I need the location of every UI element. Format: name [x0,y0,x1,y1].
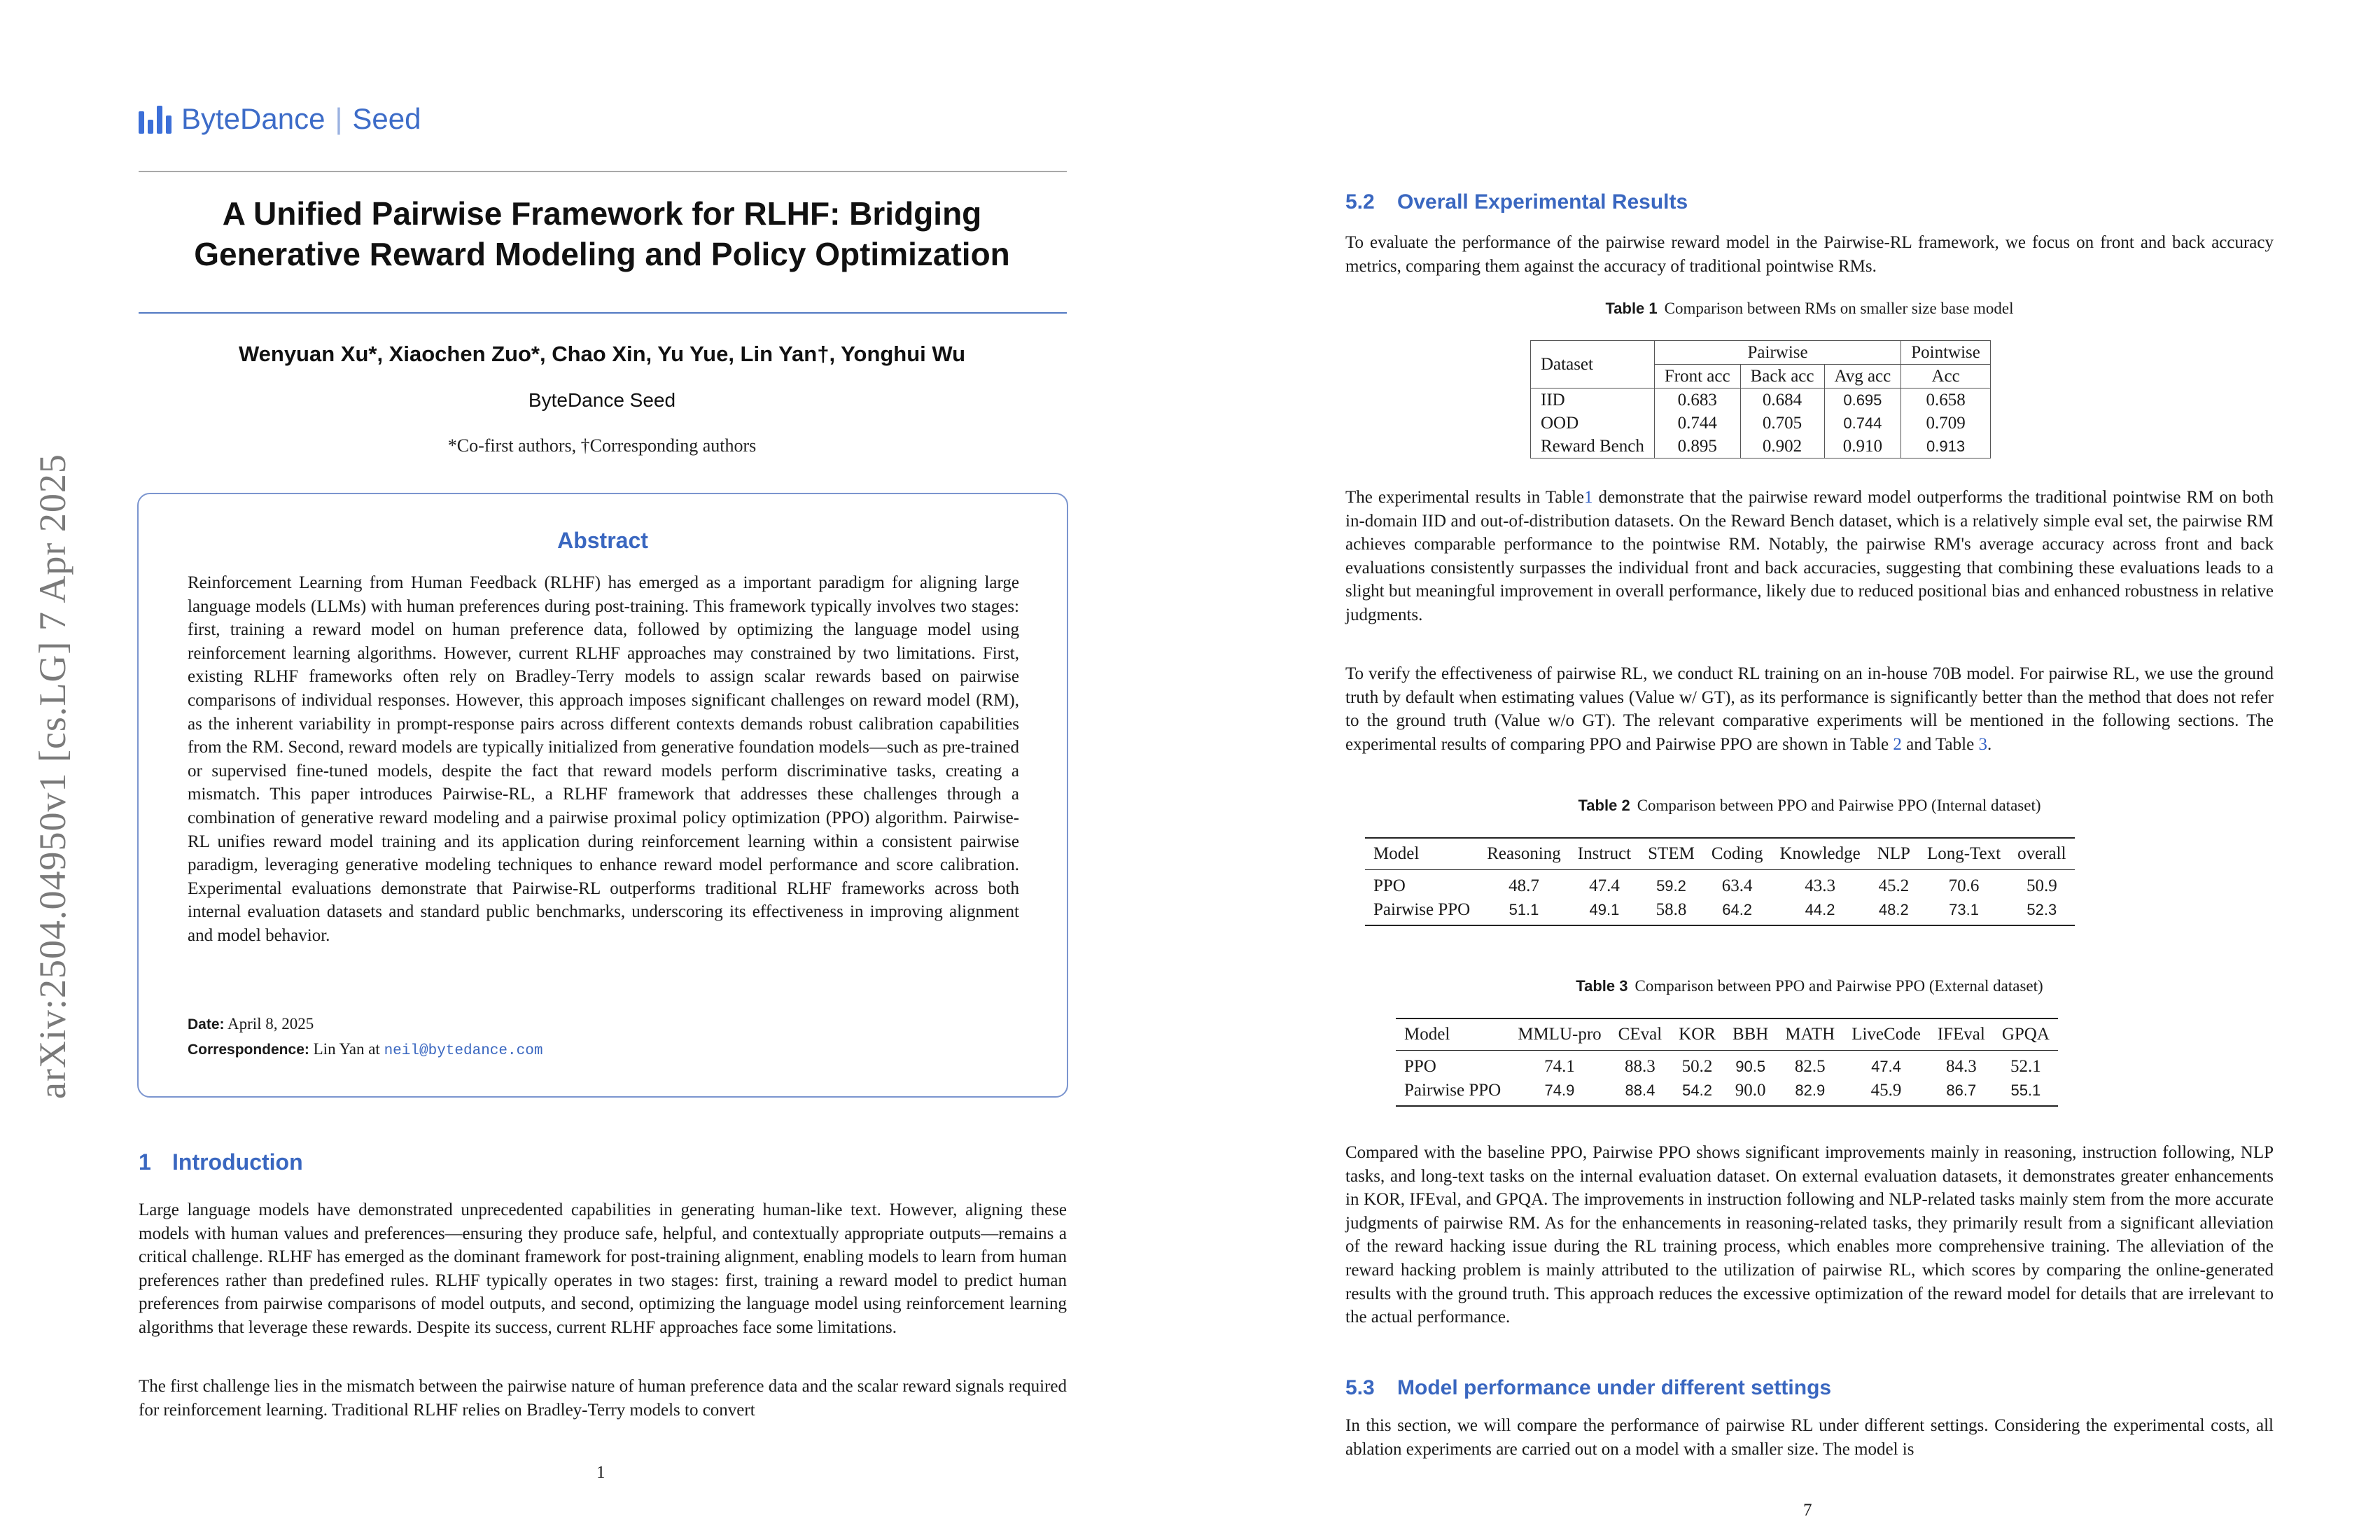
table2-col-header: NLP [1869,838,1919,870]
table-cell: 58.8 [1639,898,1703,925]
table2-row-name: Pairwise PPO [1365,898,1478,925]
table3-col-header: BBH [1724,1018,1777,1051]
table-cell: 0.705 [1740,412,1824,435]
table3-row-name: PPO [1404,1057,1436,1076]
table-cell: 73.1 [1919,898,2009,925]
table1-row-name: Reward Bench [1531,435,1655,458]
correspondence-line [188,1040,542,1059]
author-note: *Co-first authors, †Corresponding authors [447,435,757,456]
table-cell: 74.9 [1509,1079,1609,1106]
bytedance-logo-icon [139,104,172,134]
sec52-paragraph-1: To evaluate the performance of the pairwise reward model in the Pairwise-RL framework, we focus on front and back accuracy metrics, comparing them against the accuracy of traditional pointwise RMs. [1345,233,2274,276]
table-row [1365,870,2075,899]
table2-col-header: STEM [1639,838,1703,870]
table-row [1396,1079,2058,1106]
table1-group-pairwise: Pairwise [1654,341,1900,365]
table1-col-header: Avg acc [1824,365,1901,388]
sec52-paragraph-4: Compared with the baseline PPO, Pairwise PPO shows significant improvements mainly in reasoning, instruction following, NLP tasks, and long-text tasks on the internal evaluation dataset. On external evaluation datasets, it demonstrates greater enhancements in KOR, IFEval, and GPQA. The improvements in instruction following and NLP-related tasks mainly stem from the more accurate judgments of pairwise RM. As for the enhancements in reasoning-related tasks, they primarily result from a significant alleviation of the reward hacking issue during the RL training process, which enables more comprehensive training. The alleviation of the reward hacking problem is mainly attributed to the utilization of pairwise RL, which scores by comparing the online-generated results with the ground truth. This approach reduces the excessive optimization of the reward model for details that are irrelevant to the actual performance. [1345,1143,2274,1327]
table-cell: 74.1 [1544,1057,1575,1076]
paper-title [112,193,1092,274]
bytedance-seed-logo [139,98,421,140]
table-row [1396,1051,2058,1079]
table1-col-header: Acc [1901,365,1991,388]
correspondence-label: Correspondence: [188,1042,309,1058]
section-title: Introduction [172,1149,303,1175]
section-5-2-heading [1345,190,1688,214]
text-run: demonstrate that the pairwise reward model outperforms the traditional pointwise RM on both in-domain IID and out-of-distribution datasets. On the Reward Bench dataset, which is a relatively simple eval set, the pairwise RM achieves comparable performance to the pointwise RM. Notably, the pairwise RM's average accuracy across front and back evaluations consistently surpasses the individual front and back accuracies, suggesting that combining these evaluations leads to a slight but meaningful improvement in overall performance, likely due to reduced positional bias and enhanced robustness in relative judgments. [1345,488,2274,624]
logo-product: Seed [352,102,421,135]
table-row [1531,435,1991,458]
correspondence-text: Lin Yan at [313,1040,380,1058]
intro-paragraph-1: Large language models have demonstrated unprecedented capabilities in generating human-like text. However, aligning these models with human values and preferences—ensuring they produce safe, helpful, and contextually appropriate outputs—remains a critical challenge. RLHF has emerged as the dominant framework for post-training alignment, enabling models to learn from human preferences rather than predefined rules. RLHF typically operates in two stages: first, training a reward model to predict human preferences from pairwise comparisons of model outputs, and second, optimizing the language model using reinforcement learning algorithms that leverage these rewards. Despite its success, current RLHF approaches face some limitations. [139,1200,1067,1337]
correspondence-email-link[interactable]: neil@bytedance.com [384,1043,543,1059]
page-number-right: 7 [1803,1501,1812,1520]
table-cell: 0.744 [1824,412,1901,435]
author-list: Wenyuan Xu*, Xiaochen Zuo*, Chao Xin, Yu Yue, Lin Yan†, Yonghui Wu [238,342,966,366]
abstract-text: Reinforcement Learning from Human Feedback (RLHF) has emerged as a important paradigm for aligning large language models (LLMs) with human preferences during post-training. This framework typically involves two stages: first, training a reward model on human preference data, followed by optimizing the language model using reinforcement learning algorithms. However, current RLHF approaches may constrained by two limitations. First, existing RLHF frameworks often rely on Bradley-Terry models to assign scalar rewards based on pairwise comparisons of individual responses. However, this approach imposes significant challenges on reward model (RM), as the inherent variability in prompt-response pairs across different contexts demands robust calibration capabilities from the RM. Second, reward models are typically initialized from generative foundation models—such as pre-trained or supervised fine-tuned models, despite the fact that reward models perform discriminative tasks, creating a mismatch. This paper introduces Pairwise-RL, a RLHF framework that addresses these challenges through a combination of generative reward modeling and a pairwise proximal policy optimization (PPO) algorithm. Pairwise-RL unifies reward model training and its application during reinforcement learning within a consistent pairwise paradigm, leveraging generative modeling techniques to enhance reward model performance and score calibration. Experimental evaluations demonstrate that Pairwise-RL outperforms traditional RLHF frameworks across both internal evaluation datasets and standard public benchmarks, underscoring its effectiveness in improving alignment and model behavior. [188,573,1019,945]
table1-row-name: OOD [1531,412,1655,435]
section-number: 5.3 [1345,1376,1375,1399]
table2-col-header: Instruct [1569,838,1639,870]
table2-label: Table 2 [1578,797,1630,814]
table2-col-header: overall [2009,838,2074,870]
table3-label: Table 3 [1576,977,1628,995]
table-cell: 82.9 [1777,1079,1843,1106]
table-cell: 70.6 [1948,876,1980,895]
table2-col-header: Coding [1703,838,1772,870]
sec52-paragraph-3 [1345,662,2274,756]
sec52-paragraph-2 [1345,486,2274,627]
table3-col-header: LiveCode [1843,1018,1929,1051]
table-row [1365,898,2075,925]
table2-col-header: Model [1365,838,1478,870]
section-title: Model performance under different settings [1397,1376,1832,1399]
affiliation: ByteDance Seed [528,389,676,411]
table-cell: 59.2 [1656,877,1686,895]
section-number: 1 [139,1149,151,1175]
table2-caption-text: Comparison between PPO and Pairwise PPO (Internal dataset) [1637,797,2041,814]
table3-col-header: GPQA [1994,1018,2058,1051]
table2-col-header: Reasoning [1478,838,1569,870]
title-line-2: Generative Reward Modeling and Policy Optimization [194,236,1010,272]
text-run: . [1987,734,1992,754]
top-divider [139,171,1067,172]
table-cell: 52.3 [2009,898,2074,925]
title-line-1: A Unified Pairwise Framework for RLHF: Bridging [222,195,982,232]
table-cell: 51.1 [1478,898,1569,925]
text-run: The experimental results in Table [1345,488,1584,507]
page-right [1190,0,2380,1540]
table1-group-pointwise: Pointwise [1901,341,1991,365]
table-cell: 0.695 [1824,388,1901,412]
section-introduction-heading [139,1149,303,1175]
title-divider [139,312,1067,314]
table-cell: 90.5 [1735,1058,1766,1075]
table-cell: 0.744 [1654,412,1740,435]
intro-paragraph-2: The first challenge lies in the mismatch between the pairwise nature of human preference data and the scalar reward signals required for reinforcement learning. Traditional RLHF relies on Bradley-Terry models to convert [139,1377,1067,1420]
table-cell: 48.7 [1508,876,1539,895]
table1-caption [1345,300,2274,318]
date-value: April 8, 2025 [227,1015,314,1032]
table-cell: 86.7 [1929,1079,1994,1106]
table-cell: 47.4 [1589,876,1620,895]
section-number: 5.2 [1345,190,1375,214]
text-run: To verify the effectiveness of pairwise RL, we conduct RL training on an in-house 70B model. For pairwise RL, we use the ground truth by default when estimating values (Value w/ GT), as its performance is significantly better than the method that does not refer to the ground truth (Value w/o GT). The relevant comparative experiments will be mentioned in the following sections. The experimental results of comparing PPO and Pairwise PPO are shown in Table [1345,664,2274,754]
arxiv-identifier[interactable]: arXiv:2504.04950v1 [cs.LG] 7 Apr 2025 [31,454,74,1099]
table-row [1531,412,1991,435]
section-title: Overall Experimental Results [1397,190,1688,214]
table1-reference-link[interactable]: 1 [1584,488,1593,507]
date-line [188,1015,314,1033]
table1-col-header: Front acc [1654,365,1740,388]
table3-col-header: KOR [1670,1018,1724,1051]
table-cell: 50.2 [1681,1057,1713,1076]
table1-col-header: Back acc [1740,365,1824,388]
table-cell: 0.913 [1901,435,1991,458]
table3-col-header: MMLU-pro [1509,1018,1609,1051]
logo-separator: | [335,102,343,135]
table3-col-header: CEval [1610,1018,1671,1051]
section-5-3-heading [1345,1376,1831,1400]
table-cell: 0.902 [1740,435,1824,458]
date-label: Date: [188,1016,225,1032]
table-cell: 54.2 [1670,1079,1724,1106]
table-cell: 0.910 [1824,435,1901,458]
table-cell: 0.658 [1901,388,1991,412]
table-cell: 47.4 [1871,1058,1901,1075]
table-cell: 90.0 [1724,1079,1777,1106]
table-cell: 0.709 [1901,412,1991,435]
table-cell: 44.2 [1771,898,1868,925]
table3-caption-text: Comparison between PPO and Pairwise PPO (External dataset) [1634,977,2043,995]
table-cell: 82.5 [1794,1057,1826,1076]
table-1 [1530,340,1991,458]
table-cell: 0.895 [1654,435,1740,458]
table3-col-header: IFEval [1929,1018,1994,1051]
logo-brand: ByteDance [181,102,326,135]
abstract-heading: Abstract [557,528,648,553]
table3-reference-link[interactable]: 3 [1978,734,1987,754]
table2-caption [1345,797,2274,815]
table-cell: 0.683 [1654,388,1740,412]
table2-reference-link[interactable]: 2 [1893,734,1902,754]
table-cell: 50.9 [2026,876,2057,895]
table2-col-header: Long-Text [1919,838,2009,870]
abstract-box [137,493,1068,1098]
table-2 [1365,837,2075,926]
table3-row-name: Pairwise PPO [1396,1079,1509,1106]
table3-caption [1345,977,2274,995]
table-cell: 48.2 [1869,898,1919,925]
sec53-paragraph-1: In this section, we will compare the performance of pairwise RL under different settings. Considering the experimental costs, all ablation experiments are carried out on a model with a smaller size. The model is [1345,1416,2274,1459]
table3-col-header: MATH [1777,1018,1843,1051]
table-cell: 43.3 [1805,876,1835,895]
table-cell: 49.1 [1569,898,1639,925]
table-cell: 84.3 [1945,1057,1977,1076]
table-cell: 0.684 [1740,388,1824,412]
page-number-left: 1 [596,1463,606,1482]
table-cell: 45.2 [1878,876,1910,895]
table2-col-header: Knowledge [1771,838,1868,870]
table3-col-header: Model [1396,1018,1509,1051]
table-cell: 55.1 [1994,1079,2058,1106]
table-3 [1396,1018,2058,1107]
table-cell: 88.3 [1625,1057,1656,1076]
table-cell: 45.9 [1843,1079,1929,1106]
table-cell: 64.2 [1703,898,1772,925]
text-run: and Table [1901,734,1979,754]
table1-label: Table 1 [1605,300,1658,317]
table1-row-name: IID [1531,388,1655,412]
table-cell: 88.4 [1610,1079,1671,1106]
table-cell: 63.4 [1721,876,1753,895]
table-row [1531,388,1991,412]
table-cell: 52.1 [2010,1057,2041,1076]
table2-row-name: PPO [1373,876,1406,895]
table1-dataset-header: Dataset [1531,341,1655,388]
table1-caption-text: Comparison between RMs on smaller size base model [1664,300,2014,317]
